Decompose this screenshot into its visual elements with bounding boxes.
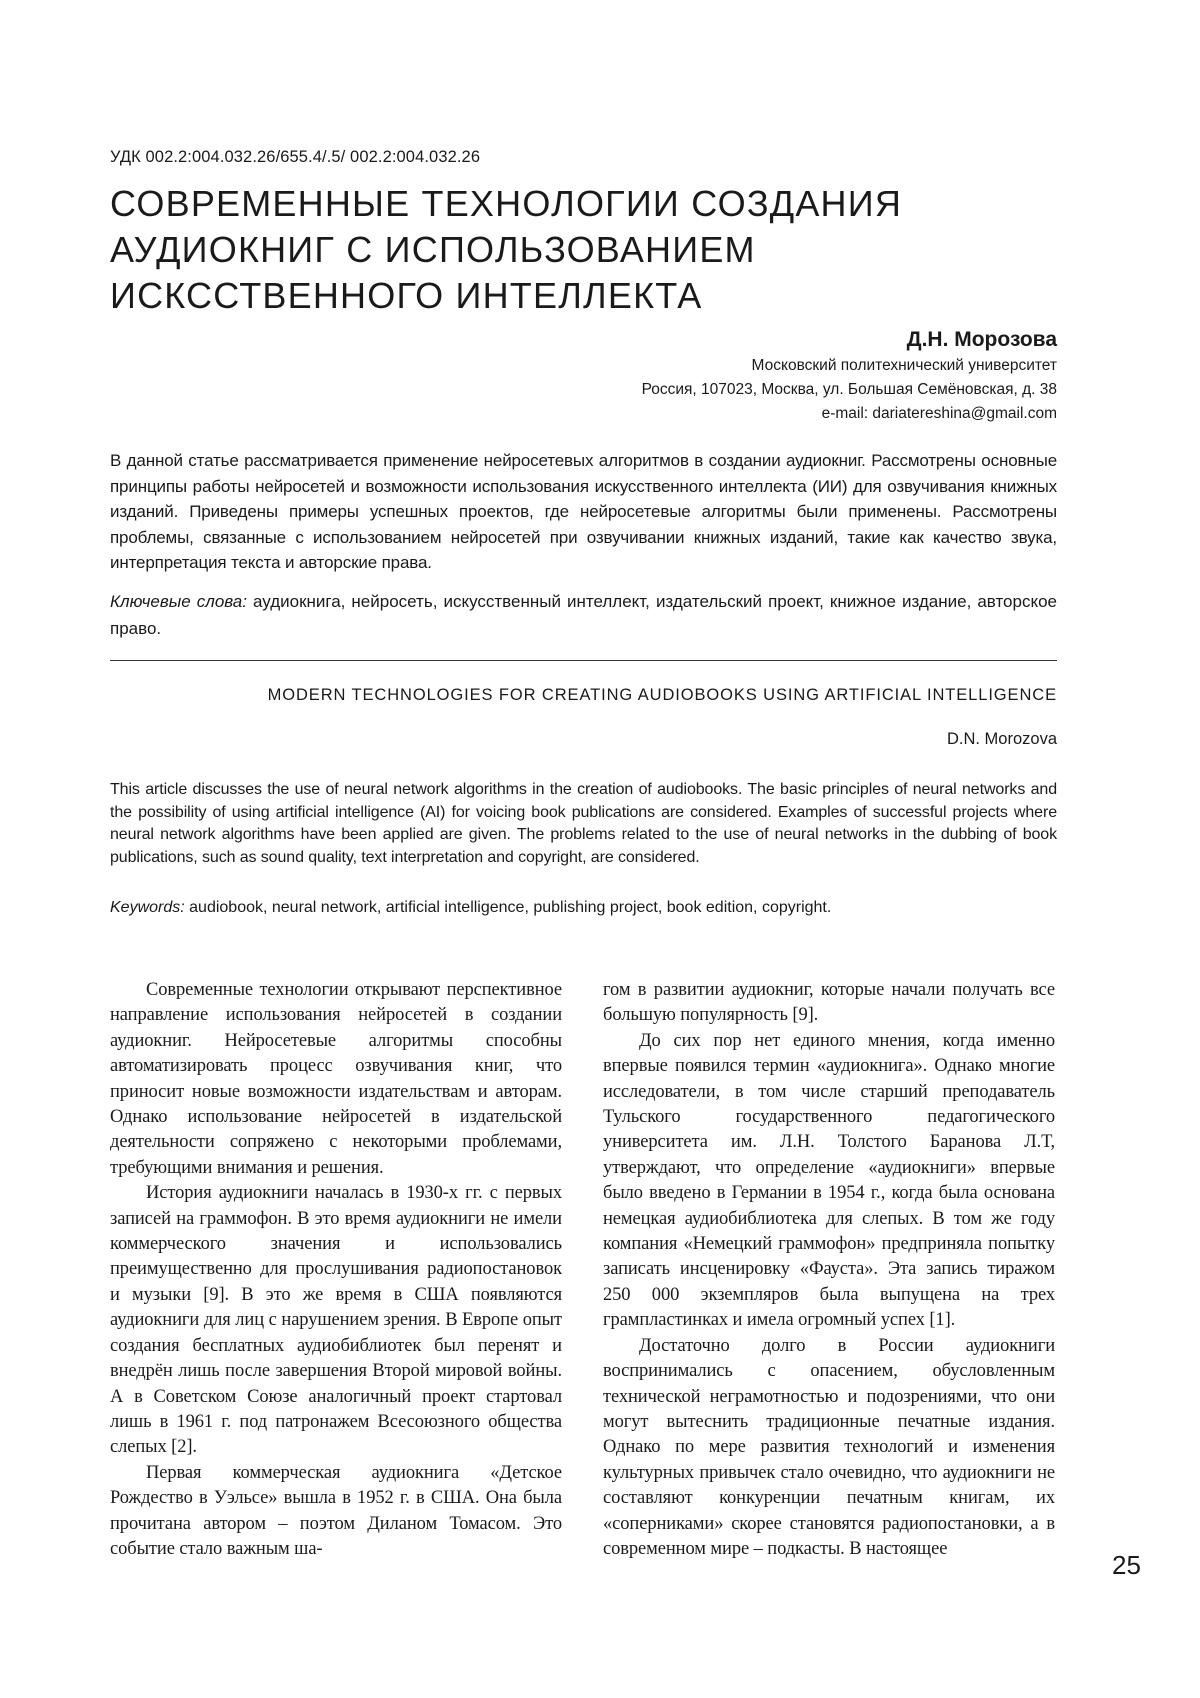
keywords-en-text: audiobook, neural network, artificial intelligence, publishing project, book edition, copyright.	[184, 899, 832, 916]
keywords-ru-text: аудиокнига, нейросеть, искусственный интеллект, издательский проект, книжное издание, авторское право.	[110, 592, 1057, 638]
author-block	[642, 326, 1057, 426]
english-author: D.N. Morozova	[946, 730, 1057, 748]
english-title: MODERN TECHNOLOGIES FOR CREATING AUDIOBOOKS USING ARTIFICIAL INTELLIGENCE	[267, 686, 1057, 704]
title-line-2: АУДИОКНИГ С ИСПОЛЬЗОВАНИЕМ	[110, 229, 756, 270]
keywords-ru-label: Ключевые слова:	[110, 592, 247, 611]
section-divider	[110, 660, 1057, 661]
author-address: Россия, 107023, Москва, ул. Большая Семёновская, д. 38	[641, 381, 1057, 398]
body-paragraph: Современные технологии открывают перспективное направление использования нейросетей в создании аудиокниг. Нейросетевые алгоритмы способны автоматизировать процесс озвучивания книг, что приносит новые возможности издательствам и авторам. Однако использование нейросетей в издательской деятельности сопряжено с некоторыми проблемами, требующими внимания и решения.	[110, 980, 562, 1178]
body-paragraph: Достаточно долго в России аудиокниги воспринимались с опасением, обусловленным технической неграмотностью и подозрениями, что они могут вытеснить традиционные печатные издания. Однако по мере развития технологий и изменения культурных привычек стало очевидно, что аудиокниги не составляют конкуренции печатным книгам, их «соперниками» скорее становятся радиопостановки, а в современном мире – подкасты. В настоящее	[603, 1335, 1055, 1559]
keywords-en-label: Keywords:	[110, 899, 185, 916]
abstract-ru: В данной статье рассматривается применение нейросетевых алгоритмов в создании аудиокниг. Рассмотрены основные принципы работы нейросетей и возможности использования искусственного интеллекта (ИИ) для озвучивания книжных изданий. Приведены примеры успешных проектов, где нейросетевые алгоритмы были применены. Рассмотрены проблемы, связанные с использованием нейросетей при озвучивании книжных изданий, такие как качество звука, интерпретация текста и авторские права.	[110, 451, 1057, 572]
udk-code: УДК 002.2:004.032.26/655.4/.5/ 002.2:004.032.26	[110, 148, 481, 166]
title-line-3: ИСКССТВЕННОГО ИНТЕЛЛЕКТА	[110, 275, 703, 316]
keywords-en	[110, 897, 1057, 919]
body-column-right	[603, 978, 1055, 1562]
body-column-left	[110, 978, 562, 1562]
abstract-en: This article discusses the use of neural network algorithms in the creation of audiobooks. The basic principles of neural networks and the possibility of using artificial intelligence (AI) for voicing book publications are considered. Examples of successful projects where neural network algorithms have been applied are given. The problems related to the use of neural networks in the dubbing of book publications, such as sound quality, text interpretation and copyright, are considered.	[110, 781, 1057, 866]
author-name: Д.Н. Морозова	[906, 328, 1057, 351]
body-paragraph: История аудиокниги началась в 1930-х гг. с первых записей на граммофон. В это время аудиокниги не имели коммерческого значения и использовались преимущественно для прослушивания радиопостановок и музыки [9]. В это же время в США появляются аудиокниги для лиц с нарушением зрения. В Европе опыт создания бесплатных аудиобиблиотек был перенят и внедрён лишь после завершения Второй мировой войны. А в Советском Союзе аналогичный проект стартовал лишь в 1961 г. под патронажем Всесоюзного общества слепых [2].	[110, 1183, 562, 1458]
body-paragraph: Первая коммерческая аудиокнига «Детское Рождество в Уэльсе» вышла в 1952 г. в США. Она была прочитана автором – поэтом Диланом Томасом. Это событие стало важным ша-	[110, 1462, 562, 1559]
title-line-1: СОВРЕМЕННЫЕ ТЕХНОЛОГИИ СОЗДАНИЯ	[110, 183, 903, 224]
body-paragraph: До сих пор нет единого мнения, когда именно впервые появился термин «аудиокнига». Однако многие исследователи, в том числе старший преподаватель Тульского государственного педагогического университета им. Л.Н. Толстого Баранова Л.Т, утверждают, что определение «аудиокниги» впервые было введено в Германии в 1954 г., когда была основана немецкая аудиобиблиотека для слепых. В том же году компания «Немецкий граммофон» предприняла попытку записать инсценировку «Фауста». Эта запись тиражом 250 000 экземпляров была выпущена на трех грампластинках и имела огромный успех [1].	[603, 1030, 1055, 1331]
author-email: e-mail: dariatereshina@gmail.com	[821, 405, 1057, 422]
keywords-ru	[110, 588, 1057, 642]
page-number: 25	[1112, 1550, 1141, 1580]
body-paragraph-continuation: гом в развитии аудиокниг, которые начали получать все большую популярность [9].	[603, 980, 1055, 1026]
author-affiliation: Московский политехнический университет	[751, 357, 1057, 374]
article-title	[110, 181, 1090, 319]
